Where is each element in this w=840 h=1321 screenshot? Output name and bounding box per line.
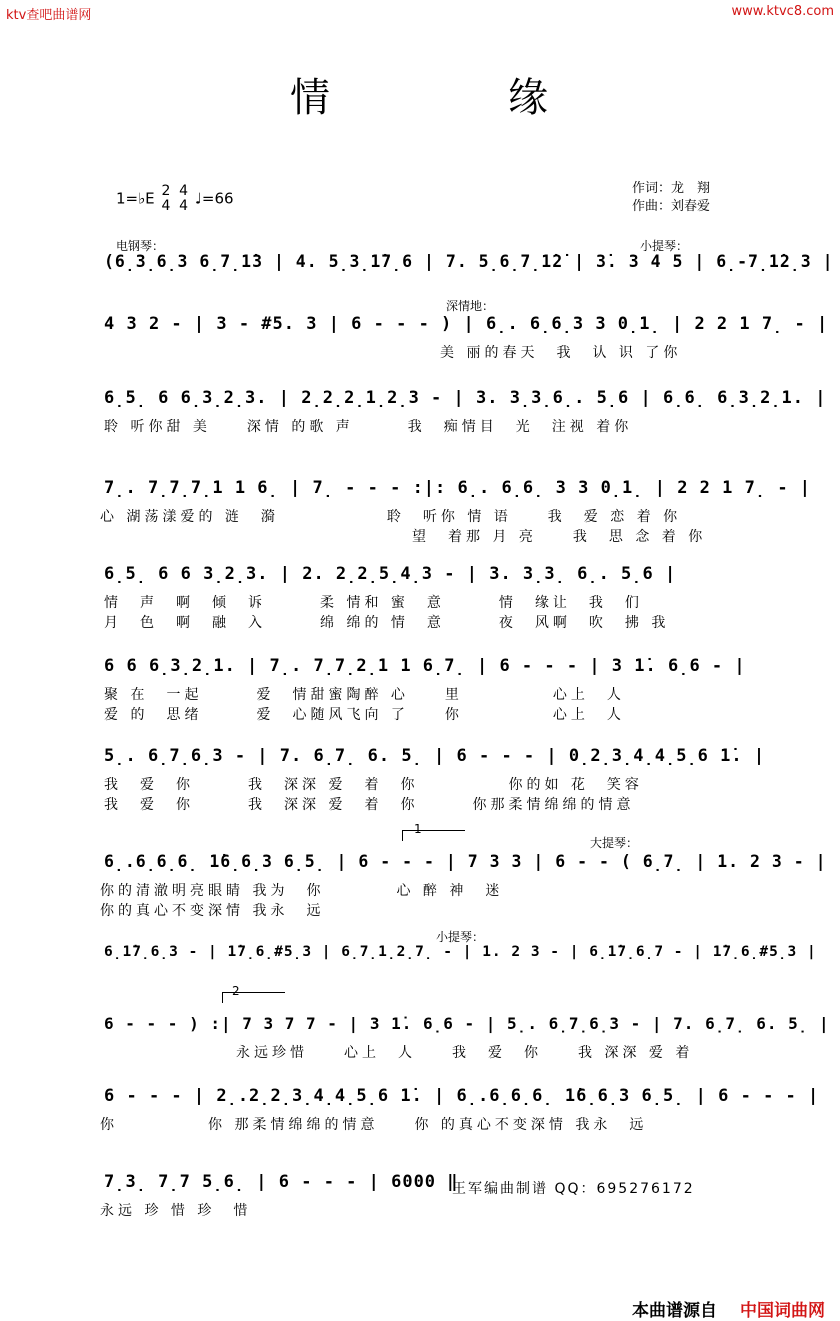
- system-1-notes: (6̣3̣6̣3 6̣7̣1̇3 | 4. 5̣3̣1̇7̣6 | 7. 5̣6̣7̣1̇2̇ | 3̇. 3 4 5 | 6̣-7̣1̇2̣3 |: [104, 252, 834, 271]
- key-label: 1=♭E: [116, 189, 155, 208]
- system-11-lyrics: 你 你 那柔情绵绵的情意 你 的真心不变深情 我永 远: [100, 1117, 648, 1133]
- e-piano-marking: 电钢琴：: [116, 239, 165, 253]
- key-signature: [116, 184, 234, 214]
- system-10-notes: 6 - - - ) :| 7 3 7 7 - | 3 1̇. 6̣6 - | 5̣. 6̣7̣6̣3 - | 7. 6̣7̣ 6. 5̣ |: [104, 1014, 830, 1033]
- tempo-marking: ♩=66: [194, 189, 234, 208]
- system-12-lyrics: 永远 珍 惜 珍 惜: [100, 1203, 252, 1219]
- system-7-lyrics-2: 我 爱 你 我 深深 爱 着 你 你那柔情绵绵的情意: [104, 797, 635, 813]
- system-11-notes: 6 - - - | 2̣.2̣2̣3̣4̣4̣5̣6 1̇. | 6̣.6̣6̣6̣ 1̇6̣6̣3 6̣5̣ | 6 - - - |: [104, 1086, 820, 1106]
- system-5-lyrics-1: 情 声 啊 倾 诉 柔 情和 蜜 意 情 缘让 我 们: [104, 595, 643, 611]
- composer-credit: 作曲：刘春爱: [632, 199, 711, 214]
- footer-site-name: 中国词曲网: [740, 1301, 825, 1321]
- song-title-char-2: 缘: [508, 75, 550, 121]
- system-9-notes: 6̣1̇7̣6̣3 - | 1̇7̣6̣#5̣3 | 6̣7̣1̣2̣7̣ - | 1. 2 3 - | 6̣1̇7̣6̣7 - | 1̇7̣6̣#5̣3 |: [104, 944, 817, 960]
- system-6-lyrics-1: 聚 在 一起 爱 情甜蜜陶醉 心 里 心上 人: [104, 687, 625, 703]
- system-8-notes: 6̣.6̣6̣6̣ 1̇6̣6̣3 6̣5̣ | 6 - - - | 7 3 3 | 6 - - ( 6̣7̣ | 1. 2 3 - |: [104, 852, 827, 871]
- affectionate-marking: 深情地：: [446, 299, 495, 313]
- right-watermark: www.ktvc8.com: [731, 4, 834, 19]
- system-12-notes: 7̣3̣ 7̣7 5̣6̣ | 6 - - - | 6000 ‖: [104, 1172, 459, 1192]
- system-6-lyrics-2: 爱 的 思绪 爱 心随风飞向 了 你 心上 人: [104, 707, 625, 723]
- arranger-credit: 王军编曲制谱 QQ：695276172: [452, 1181, 695, 1197]
- system-7-lyrics-1: 我 爱 你 我 深深 爱 着 你 你的如 花 笑容: [104, 777, 643, 793]
- system-4-lyrics-1: 心 湖荡漾爱的 涟 漪 聆 听你 情 语 我 爱 恋 着 你: [100, 509, 682, 525]
- viola-marking: 大提琴：: [590, 836, 639, 850]
- time-signature-2: 4 4: [179, 183, 189, 214]
- footer-source-label: 本曲谱源自: [632, 1301, 717, 1321]
- system-2-lyrics: 美 丽的春天 我 认 识 了你: [440, 345, 682, 361]
- system-8-lyrics-2: 你的真心不变深情 我永 远: [100, 903, 325, 919]
- left-watermark: ktv查吧曲谱网: [6, 8, 92, 23]
- system-3-notes: 6̣5̣ 6 6̣3̣2̣3. | 2̣2̣2̣1̣2̣3 - | 3. 3̣3̣6̣. 5̣6 | 6̣6̣ 6̣3̣2̣1. |: [104, 388, 827, 408]
- violin-marking: 小提琴：: [640, 239, 689, 253]
- system-5-lyrics-2: 月 色 啊 融 入 绵 绵的 情 意 夜 风啊 吹 拂 我: [104, 615, 670, 631]
- system-2-notes: 4 3 2 - | 3 - #5. 3 | 6 - - - ) | 6̣. 6̣6̣3 3 0̣1̣ | 2 2 1 7̣ - |: [104, 314, 829, 334]
- volta-2-label: 2: [232, 984, 240, 998]
- violin2-marking: 小提琴：: [436, 930, 485, 944]
- system-6-notes: 6 6 6̣3̣2̣1. | 7̣. 7̣7̣2̣1 1 6̣7̣ | 6 - - - | 3 1̇. 6̣6 - |: [104, 656, 746, 676]
- system-8-lyrics-1: 你的清澈明亮眼睛 我为 你 心 醉 神 迷: [100, 883, 504, 899]
- system-10-lyrics: 永远珍惜 心上 人 我 爱 你 我 深深 爱 着: [236, 1045, 694, 1061]
- time-signature-1: 2 4: [161, 183, 171, 214]
- system-4-notes: 7̣. 7̣7̣7̣1 1 6̣ | 7̣ - - - :|: 6̣. 6̣6̣ 3 3 0̣1̣ | 2 2 1 7̣ - |: [104, 478, 812, 498]
- lyricist-credit: 作词：龙 翔: [632, 181, 711, 196]
- system-7-notes: 5̣. 6̣7̣6̣3 - | 7. 6̣7̣ 6. 5̣ | 6 - - - | 0̣2̣3̣4̣4̣5̣6 1̇. |: [104, 746, 766, 766]
- volta-1-label: 1: [414, 822, 422, 836]
- system-3-lyrics: 聆 听你甜 美 深情 的歌 声 我 痴情目 光 注视 着你: [104, 419, 633, 435]
- system-4-lyrics-2: 望 着那 月 亮 我 思 念 着 你: [412, 529, 707, 545]
- system-5-notes: 6̣5̣ 6 6 3̣2̣3. | 2. 2̣2̣5̣4̣3 - | 3. 3̣3̣ 6̣. 5̣6 |: [104, 564, 677, 584]
- song-title-char-1: 情: [290, 75, 332, 121]
